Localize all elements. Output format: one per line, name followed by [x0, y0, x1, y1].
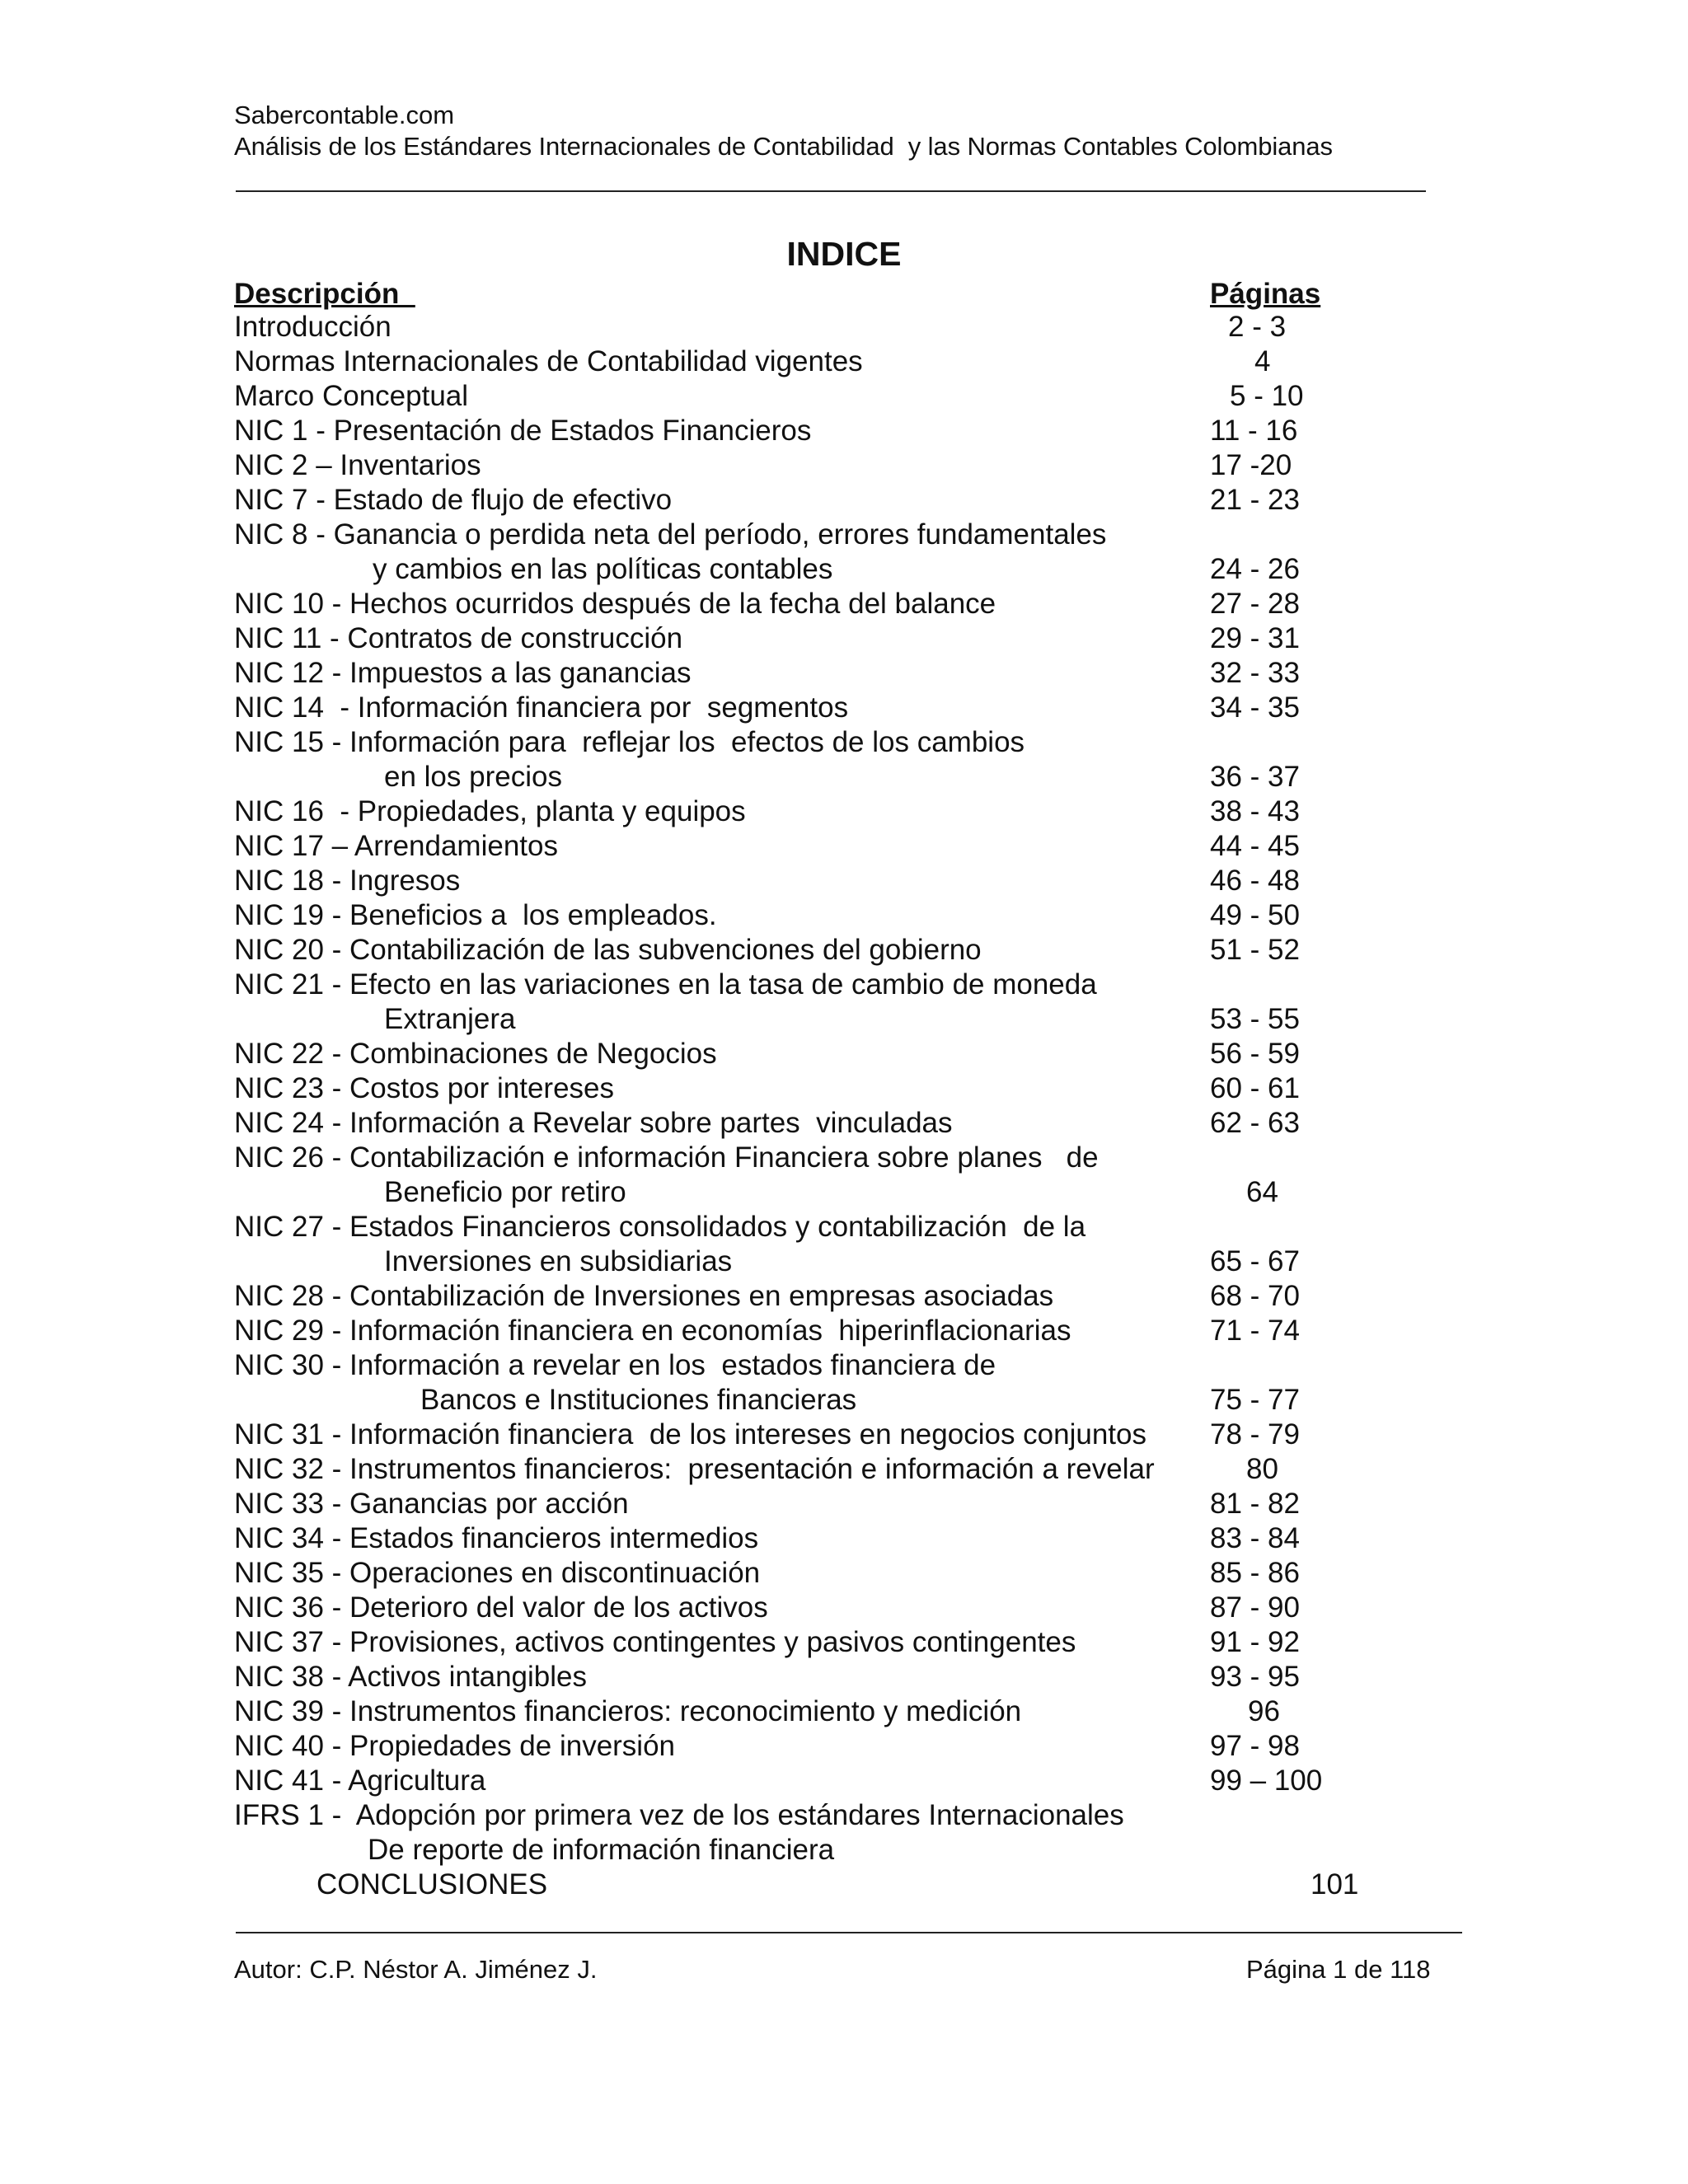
- toc-entry-label: Marco Conceptual: [234, 380, 469, 412]
- toc-entry: [0, 864, 1688, 898]
- toc-entry-page: 75 - 77: [1210, 1384, 1300, 1416]
- toc-entry: [0, 1729, 1688, 1764]
- index-title: INDICE: [786, 235, 902, 273]
- toc-entry-page: 4: [1254, 345, 1271, 377]
- toc-entry: [0, 1868, 1688, 1902]
- toc-entry-label: NIC 28 - Contabilización de Inversiones en empresas asociadas: [234, 1280, 1054, 1312]
- toc-entry-page: 68 - 70: [1210, 1280, 1300, 1312]
- toc-entry: [0, 518, 1688, 552]
- toc-entry-label: Introducción: [234, 311, 392, 343]
- toc-entry: [0, 414, 1688, 448]
- toc-entry-page: 17 -20: [1210, 449, 1292, 481]
- header-site-name: Sabercontable.com: [234, 101, 455, 129]
- toc-entry: [0, 1833, 1688, 1868]
- toc-entry-page: 101: [1311, 1868, 1359, 1900]
- toc-entry: [0, 587, 1688, 621]
- toc-entry-page: 5 - 10: [1230, 380, 1304, 412]
- toc-entry-label: NIC 29 - Información financiera en economías hiperinflacionarias: [234, 1315, 1071, 1347]
- toc-entry-page: 65 - 67: [1210, 1245, 1300, 1277]
- toc-entry-label: NIC 34 - Estados financieros intermedios: [234, 1522, 759, 1554]
- toc-entry-page: 81 - 82: [1210, 1488, 1300, 1520]
- toc-entry: [0, 1314, 1688, 1348]
- toc-entry-label: NIC 19 - Beneficios a los empleados.: [234, 899, 717, 931]
- toc-entry-label: NIC 18 - Ingresos: [234, 865, 461, 897]
- toc-entry-page: 34 - 35: [1210, 691, 1300, 724]
- toc-entry-page: 99 – 100: [1210, 1765, 1323, 1797]
- toc-entry-page: 38 - 43: [1210, 795, 1300, 827]
- toc-entry: [0, 344, 1688, 379]
- toc-entry: [0, 621, 1688, 656]
- toc-entry-label: NIC 39 - Instrumentos financieros: reconocimiento y medición: [234, 1695, 1022, 1727]
- toc-entry-label: Inversiones en subsidiarias: [384, 1245, 733, 1277]
- header-document-subtitle: Análisis de los Estándares Internacionales de Contabilidad y las Normas Contables Colombianas: [234, 132, 1333, 161]
- toc-entry: [0, 1141, 1688, 1175]
- toc-entry-label: De reporte de información financiera: [368, 1834, 835, 1866]
- toc-entry-label: NIC 26 - Contabilización e información Financiera sobre planes de: [234, 1141, 1099, 1174]
- toc-entry-label: NIC 40 - Propiedades de inversión: [234, 1730, 676, 1762]
- toc-entry-label: NIC 10 - Hechos ocurridos después de la fecha del balance: [234, 588, 996, 620]
- toc-entry-label: NIC 14 - Información financiera por segmentos: [234, 691, 849, 724]
- toc-entry-page: 32 - 33: [1210, 657, 1300, 689]
- toc-entry: [0, 1106, 1688, 1141]
- toc-entry: [0, 448, 1688, 483]
- toc-entry: [0, 1002, 1688, 1037]
- toc-entry-label: Beneficio por retiro: [384, 1176, 626, 1208]
- toc-entry-page: 46 - 48: [1210, 865, 1300, 897]
- toc-entry-label: NIC 38 - Activos intangibles: [234, 1661, 587, 1693]
- header-divider: [236, 190, 1426, 192]
- toc-entry-label: NIC 35 - Operaciones en discontinuación: [234, 1557, 761, 1589]
- toc-entry: [0, 1037, 1688, 1071]
- toc-entry: [0, 1660, 1688, 1694]
- toc-entry-page: 71 - 74: [1210, 1315, 1300, 1347]
- toc-entry: [0, 1798, 1688, 1833]
- toc-entry: [0, 1244, 1688, 1279]
- toc-entry: [0, 1175, 1688, 1210]
- toc-entry-page: 80: [1246, 1453, 1278, 1485]
- toc-entry-label: NIC 33 - Ganancias por acción: [234, 1488, 629, 1520]
- toc-entry-page: 29 - 31: [1210, 622, 1300, 654]
- toc-entry: [0, 760, 1688, 794]
- toc-entry: [0, 1071, 1688, 1106]
- toc-entry-label: CONCLUSIONES: [316, 1868, 548, 1900]
- toc-entry: [0, 656, 1688, 691]
- toc-entry: [0, 483, 1688, 518]
- column-header-description: Descripción: [234, 278, 415, 310]
- footer-author: Autor: C.P. Néstor A. Jiménez J.: [234, 1955, 598, 1984]
- toc-entry-label: NIC 20 - Contabilización de las subvenciones del gobierno: [234, 934, 982, 966]
- toc-entry-page: 62 - 63: [1210, 1107, 1300, 1139]
- footer-page-number: Página 1 de 118: [1246, 1955, 1431, 1984]
- toc-entry: [0, 1764, 1688, 1798]
- table-of-contents: [0, 310, 1688, 1902]
- toc-entry-label: NIC 17 – Arrendamientos: [234, 830, 558, 862]
- toc-entry: [0, 1452, 1688, 1487]
- toc-entry-label: NIC 22 - Combinaciones de Negocios: [234, 1038, 717, 1070]
- toc-entry-page: 24 - 26: [1210, 553, 1300, 585]
- toc-entry-page: 11 - 16: [1210, 415, 1298, 447]
- toc-entry-label: IFRS 1 - Adopción por primera vez de los estándares Internacionales: [234, 1799, 1124, 1831]
- toc-entry-label: NIC 36 - Deterioro del valor de los activos: [234, 1591, 768, 1624]
- toc-entry: [0, 1348, 1688, 1383]
- toc-entry-page: 93 - 95: [1210, 1661, 1300, 1693]
- toc-entry-label: NIC 27 - Estados Financieros consolidados y contabilización de la: [234, 1211, 1086, 1243]
- toc-entry-label: y cambios en las políticas contables: [373, 553, 833, 585]
- toc-entry-label: NIC 11 - Contratos de construcción: [234, 622, 683, 654]
- toc-entry-label: NIC 1 - Presentación de Estados Financieros: [234, 415, 812, 447]
- toc-entry-page: 56 - 59: [1210, 1038, 1300, 1070]
- toc-entry-label: NIC 2 – Inventarios: [234, 449, 481, 481]
- toc-entry-label: NIC 37 - Provisiones, activos contingentes y pasivos contingentes: [234, 1626, 1076, 1658]
- toc-entry-page: 36 - 37: [1210, 761, 1300, 793]
- toc-entry-page: 64: [1246, 1176, 1278, 1208]
- toc-entry: [0, 1694, 1688, 1729]
- toc-entry-page: 27 - 28: [1210, 588, 1300, 620]
- toc-entry-label: NIC 8 - Ganancia o perdida neta del período, errores fundamentales: [234, 518, 1107, 551]
- toc-entry: [0, 1383, 1688, 1418]
- toc-entry: [0, 1556, 1688, 1591]
- toc-entry-label: NIC 21 - Efecto en las variaciones en la tasa de cambio de moneda: [234, 968, 1097, 1001]
- column-header-pages: Páginas: [1210, 278, 1321, 310]
- toc-entry: [0, 1210, 1688, 1244]
- toc-entry: [0, 933, 1688, 968]
- toc-entry-label: NIC 12 - Impuestos a las ganancias: [234, 657, 692, 689]
- toc-entry-label: NIC 31 - Información financiera de los intereses en negocios conjuntos: [234, 1418, 1146, 1451]
- toc-entry: [0, 691, 1688, 725]
- toc-entry-label: Extranjera: [384, 1003, 516, 1035]
- toc-entry-page: 51 - 52: [1210, 934, 1300, 966]
- toc-entry-page: 87 - 90: [1210, 1591, 1300, 1624]
- toc-entry-label: NIC 32 - Instrumentos financieros: presentación e información a revelar: [234, 1453, 1155, 1485]
- toc-entry-page: 49 - 50: [1210, 899, 1300, 931]
- toc-entry: [0, 1625, 1688, 1660]
- toc-entry-page: 60 - 61: [1210, 1072, 1300, 1104]
- toc-entry-label: Bancos e Instituciones financieras: [420, 1384, 857, 1416]
- toc-entry-label: Normas Internacionales de Contabilidad vigentes: [234, 345, 863, 377]
- toc-entry-page: 97 - 98: [1210, 1730, 1300, 1762]
- toc-entry: [0, 1418, 1688, 1452]
- toc-entry: [0, 379, 1688, 414]
- toc-entry-page: 44 - 45: [1210, 830, 1300, 862]
- toc-entry: [0, 1591, 1688, 1625]
- toc-entry: [0, 898, 1688, 933]
- toc-entry-label: NIC 24 - Información a Revelar sobre partes vinculadas: [234, 1107, 953, 1139]
- toc-entry-page: 53 - 55: [1210, 1003, 1300, 1035]
- toc-entry-label: NIC 23 - Costos por intereses: [234, 1072, 615, 1104]
- toc-entry-page: 83 - 84: [1210, 1522, 1300, 1554]
- toc-entry: [0, 794, 1688, 829]
- footer-divider: [236, 1932, 1462, 1933]
- toc-entry: [0, 968, 1688, 1002]
- toc-entry-page: 2 - 3: [1228, 311, 1287, 343]
- toc-entry: [0, 1487, 1688, 1521]
- toc-entry: [0, 310, 1688, 344]
- toc-entry: [0, 552, 1688, 587]
- toc-entry-page: 85 - 86: [1210, 1557, 1300, 1589]
- toc-entry-label: NIC 15 - Información para reflejar los efectos de los cambios: [234, 726, 1025, 758]
- toc-entry-page: 78 - 79: [1210, 1418, 1300, 1451]
- toc-entry-label: NIC 30 - Información a revelar en los estados financiera de: [234, 1349, 996, 1381]
- toc-entry: [0, 1279, 1688, 1314]
- toc-entry-page: 96: [1248, 1695, 1280, 1727]
- toc-entry-label: en los precios: [384, 761, 562, 793]
- toc-entry-label: NIC 16 - Propiedades, planta y equipos: [234, 795, 746, 827]
- toc-entry: [0, 725, 1688, 760]
- toc-entry-label: NIC 41 - Agricultura: [234, 1765, 486, 1797]
- toc-entry: [0, 1521, 1688, 1556]
- toc-entry: [0, 829, 1688, 864]
- toc-entry-label: NIC 7 - Estado de flujo de efectivo: [234, 484, 673, 516]
- toc-entry-page: 91 - 92: [1210, 1626, 1300, 1658]
- toc-entry-page: 21 - 23: [1210, 484, 1300, 516]
